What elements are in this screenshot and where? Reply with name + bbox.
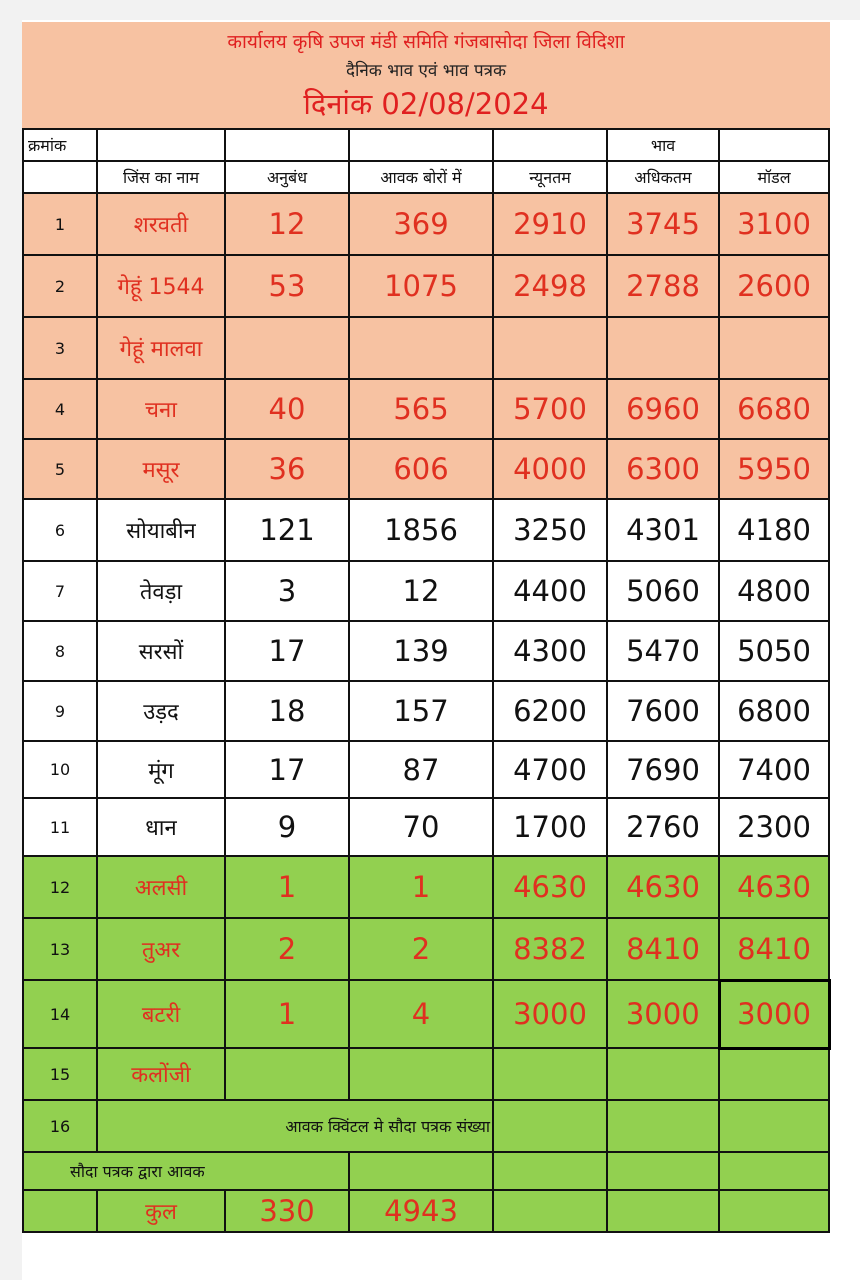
max-price: 4301 <box>607 499 719 561</box>
contract-value: 9 <box>225 798 349 856</box>
serial-cell: 15 <box>23 1048 97 1100</box>
serial-cell: 1 <box>23 193 97 255</box>
max-price: 6300 <box>607 439 719 499</box>
max-price: 2788 <box>607 255 719 317</box>
commodity-name: अलसी <box>97 856 225 918</box>
model-price: 3000 <box>719 980 829 1048</box>
serial-cell: 7 <box>23 561 97 621</box>
arrival-value: 12 <box>349 561 493 621</box>
table-row <box>23 561 829 621</box>
table-row-16 <box>23 1100 829 1152</box>
report-header <box>22 22 830 128</box>
min-price: 6200 <box>493 681 607 741</box>
table-row <box>23 379 829 439</box>
arrival-value: 1 <box>349 856 493 918</box>
min-price <box>493 317 607 379</box>
header-row-2 <box>23 161 829 193</box>
max-price: 7690 <box>607 741 719 798</box>
contract-value: 2 <box>225 918 349 980</box>
table-row <box>23 741 829 798</box>
commodity-name: तेवड़ा <box>97 561 225 621</box>
commodity-name: सोयाबीन <box>97 499 225 561</box>
max-price: 3745 <box>607 193 719 255</box>
model-price: 5050 <box>719 621 829 681</box>
arrival-value: 2 <box>349 918 493 980</box>
serial-cell: 16 <box>23 1100 97 1152</box>
col-model-header: मॉडल <box>719 161 829 193</box>
table-row <box>23 681 829 741</box>
model-price: 8410 <box>719 918 829 980</box>
max-price: 2760 <box>607 798 719 856</box>
row16-text: आवक क्विंटल मे सौदा पत्रक संख्या <box>97 1100 493 1152</box>
arrival-value <box>349 1048 493 1100</box>
max-price: 5470 <box>607 621 719 681</box>
commodity-name: मसूर <box>97 439 225 499</box>
report-subtitle: दैनिक भाव एवं भाव पत्रक <box>345 61 507 81</box>
commodity-name: सरसों <box>97 621 225 681</box>
min-price: 4700 <box>493 741 607 798</box>
contract-value: 121 <box>225 499 349 561</box>
table-row <box>23 1048 829 1100</box>
arrival-value: 565 <box>349 379 493 439</box>
table-row <box>23 856 829 918</box>
col-contract-header: अनुबंध <box>225 161 349 193</box>
commodity-name: गेहूं 1544 <box>97 255 225 317</box>
model-price: 4800 <box>719 561 829 621</box>
contract-value: 18 <box>225 681 349 741</box>
table-row <box>23 980 829 1048</box>
model-price <box>719 1048 829 1100</box>
contract-value: 3 <box>225 561 349 621</box>
table-row <box>23 621 829 681</box>
min-price: 3000 <box>493 980 607 1048</box>
contract-value: 1 <box>225 980 349 1048</box>
min-price: 1700 <box>493 798 607 856</box>
arrival-value: 606 <box>349 439 493 499</box>
total-contract: 330 <box>225 1190 349 1232</box>
arrival-value: 70 <box>349 798 493 856</box>
min-price: 4630 <box>493 856 607 918</box>
col-price-group-header: भाव <box>607 129 719 161</box>
serial-cell: 5 <box>23 439 97 499</box>
contract-value <box>225 317 349 379</box>
table-row <box>23 439 829 499</box>
serial-cell: 13 <box>23 918 97 980</box>
commodity-name: बटरी <box>97 980 225 1048</box>
max-price: 6960 <box>607 379 719 439</box>
col-commodity-header: जिंस का नाम <box>97 161 225 193</box>
model-price: 5950 <box>719 439 829 499</box>
serial-cell: 14 <box>23 980 97 1048</box>
model-price: 6800 <box>719 681 829 741</box>
max-price <box>607 317 719 379</box>
contract-value: 17 <box>225 741 349 798</box>
contract-value: 40 <box>225 379 349 439</box>
max-price <box>607 1048 719 1100</box>
footer-label-row <box>23 1152 829 1190</box>
model-price: 7400 <box>719 741 829 798</box>
col-serial-header: क्रमांक <box>23 129 97 161</box>
contract-value: 53 <box>225 255 349 317</box>
report-date: दिनांक 02/08/2024 <box>303 87 549 121</box>
table-row <box>23 255 829 317</box>
serial-cell: 12 <box>23 856 97 918</box>
commodity-name: उड़द <box>97 681 225 741</box>
max-price: 8410 <box>607 918 719 980</box>
serial-cell: 2 <box>23 255 97 317</box>
model-price: 3100 <box>719 193 829 255</box>
serial-cell: 8 <box>23 621 97 681</box>
max-price: 4630 <box>607 856 719 918</box>
arrival-value: 1856 <box>349 499 493 561</box>
min-price: 8382 <box>493 918 607 980</box>
serial-cell: 11 <box>23 798 97 856</box>
min-price: 3250 <box>493 499 607 561</box>
arrival-value: 157 <box>349 681 493 741</box>
commodity-name: धान <box>97 798 225 856</box>
total-row <box>23 1190 829 1232</box>
arrival-value <box>349 317 493 379</box>
total-arrival: 4943 <box>349 1190 493 1232</box>
price-table <box>22 128 831 1233</box>
arrival-value: 369 <box>349 193 493 255</box>
col-arrival-header: आवक बोरों में <box>349 161 493 193</box>
serial-cell: 6 <box>23 499 97 561</box>
min-price: 5700 <box>493 379 607 439</box>
commodity-name: तुअर <box>97 918 225 980</box>
model-price: 4630 <box>719 856 829 918</box>
commodity-name: मूंग <box>97 741 225 798</box>
serial-cell: 3 <box>23 317 97 379</box>
max-price: 3000 <box>607 980 719 1048</box>
model-price: 2600 <box>719 255 829 317</box>
model-price: 4180 <box>719 499 829 561</box>
serial-cell: 10 <box>23 741 97 798</box>
model-price <box>719 317 829 379</box>
arrival-value: 4 <box>349 980 493 1048</box>
commodity-name: कलोंजी <box>97 1048 225 1100</box>
table-row <box>23 317 829 379</box>
contract-value: 17 <box>225 621 349 681</box>
commodity-name: शरवती <box>97 193 225 255</box>
header-row-1 <box>23 129 829 161</box>
arrival-value: 139 <box>349 621 493 681</box>
contract-value: 36 <box>225 439 349 499</box>
min-price <box>493 1048 607 1100</box>
min-price: 4400 <box>493 561 607 621</box>
footer-label: सौदा पत्रक द्वारा आवक <box>23 1152 349 1190</box>
contract-value: 12 <box>225 193 349 255</box>
min-price: 2910 <box>493 193 607 255</box>
commodity-name: गेहूं मालवा <box>97 317 225 379</box>
table-row <box>23 918 829 980</box>
serial-cell: 9 <box>23 681 97 741</box>
col-min-header: न्यूनतम <box>493 161 607 193</box>
commodity-name: चना <box>97 379 225 439</box>
min-price: 4000 <box>493 439 607 499</box>
col-max-header: अधिकतम <box>607 161 719 193</box>
max-price: 5060 <box>607 561 719 621</box>
min-price: 2498 <box>493 255 607 317</box>
total-label: कुल <box>97 1190 225 1232</box>
arrival-value: 87 <box>349 741 493 798</box>
model-price: 2300 <box>719 798 829 856</box>
table-row <box>23 193 829 255</box>
min-price: 4300 <box>493 621 607 681</box>
max-price: 7600 <box>607 681 719 741</box>
serial-cell: 4 <box>23 379 97 439</box>
table-row <box>23 798 829 856</box>
contract-value <box>225 1048 349 1100</box>
arrival-value: 1075 <box>349 255 493 317</box>
contract-value: 1 <box>225 856 349 918</box>
table-row <box>23 499 829 561</box>
office-title: कार्यालय कृषि उपज मंडी समिति गंजबासोदा जिला विदिशा <box>227 31 625 53</box>
model-price: 6680 <box>719 379 829 439</box>
